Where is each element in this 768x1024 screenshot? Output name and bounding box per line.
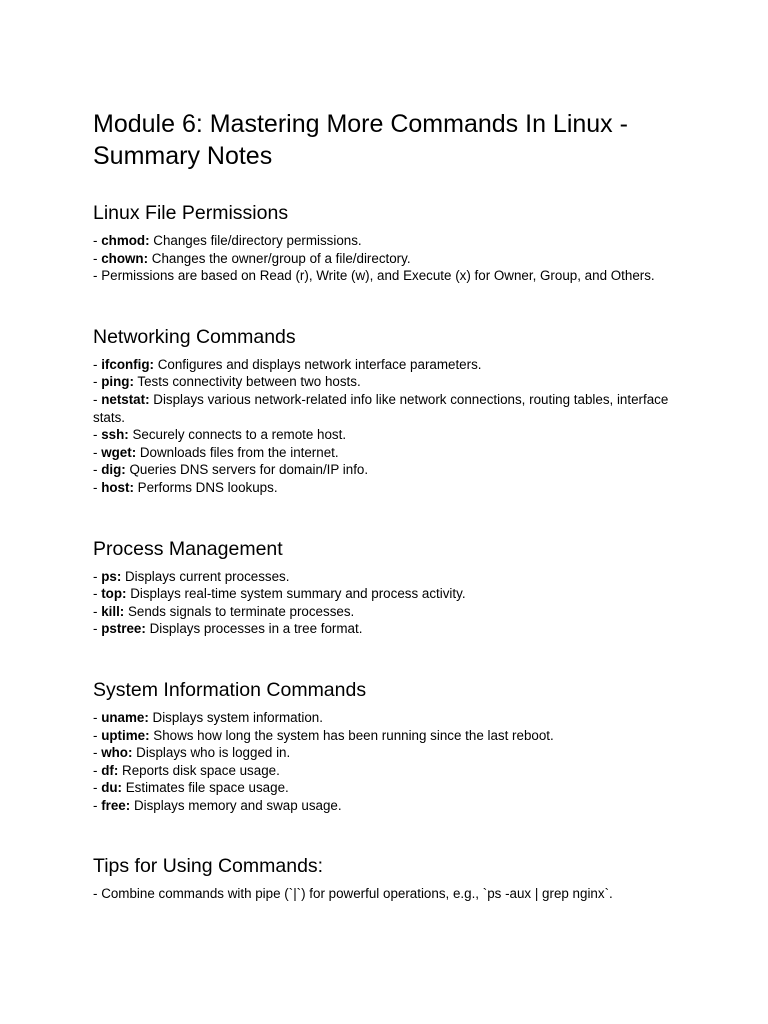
list-item: - df: Reports disk space usage. xyxy=(93,762,280,778)
command-name: ssh: xyxy=(101,427,129,443)
section-system-information xyxy=(93,678,673,815)
command-description: Downloads files from the internet. xyxy=(136,444,339,460)
command-description: Displays system information. xyxy=(148,709,323,725)
list-item: - uptime: Shows how long the system has been running since the last reboot. xyxy=(93,727,554,743)
list-item: - netstat: Displays various network-related info like network connections, routing tables, interface stats. xyxy=(93,391,669,425)
command-list xyxy=(93,356,673,497)
command-name: netstat: xyxy=(101,391,150,407)
command-name: top: xyxy=(101,586,127,602)
section-file-permissions xyxy=(93,201,673,285)
list-item: - uname: Displays system information. xyxy=(93,709,323,725)
list-item: - top: Displays real-time system summary and process activity. xyxy=(93,586,466,602)
command-name: wget: xyxy=(101,444,137,460)
tip-text: Combine commands with pipe (`|`) for powerful operations, e.g., `ps -aux | grep nginx`. xyxy=(101,886,613,902)
section-heading: System Information Commands xyxy=(93,678,367,701)
list-item: - free: Displays memory and swap usage. xyxy=(93,797,342,813)
command-description: Displays various network-related info like network connections, routing tables, interface stats. xyxy=(93,391,669,425)
command-description: Performs DNS lookups. xyxy=(133,479,278,495)
command-list xyxy=(93,232,673,285)
command-name: dig: xyxy=(101,462,126,478)
list-item: - wget: Downloads files from the internet. xyxy=(93,444,339,460)
command-name: ifconfig: xyxy=(101,356,154,372)
list-item: - host: Performs DNS lookups. xyxy=(93,479,278,495)
command-name: free: xyxy=(101,797,131,813)
section-heading: Linux File Permissions xyxy=(93,202,289,224)
command-description: Sends signals to terminate processes. xyxy=(124,603,355,619)
list-item: - who: Displays who is logged in. xyxy=(93,745,291,761)
list-item: - kill: Sends signals to terminate processes. xyxy=(93,603,355,619)
command-name: ping: xyxy=(101,374,134,390)
list-item: - pstree: Displays processes in a tree format. xyxy=(93,621,363,637)
command-description: Tests connectivity between two hosts. xyxy=(133,374,361,390)
list-item: - ifconfig: Configures and displays network interface parameters. xyxy=(93,356,482,372)
list-item: - ps: Displays current processes. xyxy=(93,568,290,584)
command-description: Displays current processes. xyxy=(121,568,290,584)
command-name: uname: xyxy=(101,709,149,725)
command-name: chown: xyxy=(101,250,149,266)
command-description: Reports disk space usage. xyxy=(118,762,280,778)
command-name: who: xyxy=(101,745,133,761)
command-name: chmod: xyxy=(101,233,150,248)
note-text: Permissions are based on Read (r), Write (w), and Execute (x) for Owner, Group, and Others. xyxy=(101,268,655,284)
list-item: - du: Estimates file space usage. xyxy=(93,780,289,796)
section-heading: Process Management xyxy=(93,537,283,560)
command-description: Displays memory and swap usage. xyxy=(130,797,342,813)
command-description: Estimates file space usage. xyxy=(122,780,289,796)
section-process-management xyxy=(93,537,673,638)
command-name: ps: xyxy=(101,568,122,584)
command-name: host: xyxy=(101,479,134,495)
list-item: - ping: Tests connectivity between two hosts. xyxy=(93,374,361,390)
section-networking xyxy=(93,325,673,497)
command-description: Displays real-time system summary and process activity. xyxy=(126,586,466,602)
command-list xyxy=(93,709,673,815)
page-title: Module 6: Mastering More Commands In Linux - Summary Notes xyxy=(93,110,628,170)
section-heading: Tips for Using Commands: xyxy=(93,855,324,878)
list-item: - dig: Queries DNS servers for domain/IP info. xyxy=(93,462,369,478)
command-description: Securely connects to a remote host. xyxy=(128,427,347,443)
command-description: Displays who is logged in. xyxy=(132,745,291,761)
list-item: - Combine commands with pipe (`|`) for powerful operations, e.g., `ps -aux | grep nginx`. xyxy=(93,886,613,902)
command-name: pstree: xyxy=(101,621,146,637)
list-item: - chown: Changes the owner/group of a file/directory. xyxy=(93,250,411,266)
tip-list xyxy=(93,885,673,903)
command-list xyxy=(93,568,673,638)
command-description: Changes file/directory permissions. xyxy=(149,233,362,248)
section-tips xyxy=(93,854,673,903)
command-name: df: xyxy=(101,762,119,778)
command-name: kill: xyxy=(101,603,125,619)
list-item: - Permissions are based on Read (r), Write (w), and Execute (x) for Owner, Group, and Others. xyxy=(93,268,655,284)
list-item: - ssh: Securely connects to a remote host. xyxy=(93,427,347,443)
section-heading: Networking Commands xyxy=(93,325,296,348)
command-description: Displays processes in a tree format. xyxy=(145,621,363,637)
command-name: du: xyxy=(101,780,123,796)
command-description: Configures and displays network interface parameters. xyxy=(154,356,482,372)
command-description: Queries DNS servers for domain/IP info. xyxy=(125,462,369,478)
list-item: - chmod: Changes file/directory permissions. xyxy=(93,233,362,248)
command-description: Changes the owner/group of a file/directory. xyxy=(148,250,411,266)
command-description: Shows how long the system has been running since the last reboot. xyxy=(149,727,554,743)
document-page xyxy=(93,108,673,903)
command-name: uptime: xyxy=(101,727,150,743)
